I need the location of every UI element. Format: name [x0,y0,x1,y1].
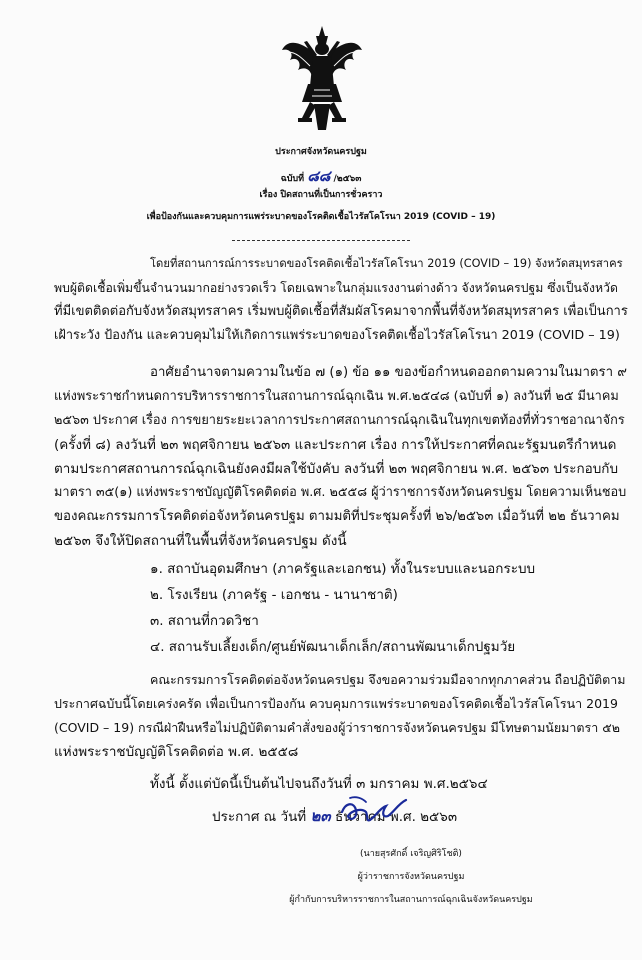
para2-line-2: แห่งพระราชกำหนดการบริหารราชการในสถานการณ์ฉุกเฉิน พ.ศ.๒๕๔๘ (ฉบับที่ ๑) ลงวันที่ ๒๕ มีนาคม [54,389,619,404]
date-prefix: ประกาศ ณ วันที่ [212,809,307,825]
para3-line-1: คณะกรรมการโรคติดต่อจังหวัดนครปฐม จึงขอความร่วมมือจากทุกภาคส่วน ถือปฏิบัติตาม [150,672,626,687]
para1-line-3: ที่มีเขตติดต่อกับจังหวัดสมุทรสาคร เริ่มพบผู้ติดเชื้อที่สัมผัสโรคมาจากพื้นที่จังหวัดสมุทรสาคร เพื่อเป็นการ [54,304,628,319]
list-item: ๓. สถานที่กวดวิชา [150,613,259,629]
list-item: ๔. สถานรับเลี้ยงเด็ก/ศูนย์พัฒนาเด็กเล็ก/สถานพัฒนาเด็กปฐมวัย [150,639,516,655]
para1-line-2: พบผู้ติดเชื้อเพิ่มขึ้นจำนวนมากอย่างรวดเร็ว โดยเฉพาะในกลุ่มแรงงานต่างด้าว จังหวัดนครปฐม ซึ่งเป็นจังหวัด [54,281,618,295]
para1-line-4: เฝ้าระวัง ป้องกัน และควบคุมไม่ให้เกิดการแพร่ระบาดของโรคติดเชื้อไวรัสโคโรนา 2019 (COVID – 19) [54,328,620,343]
list-item: ๑. สถาบันอุดมศึกษา (ภาครัฐและเอกชน) ทั้งในระบบและนอกระบบ [150,561,536,577]
signatory-subtitle: ผู้กำกับการบริหารราชการในสถานการณ์ฉุกเฉินจังหวัดนครปฐม [289,895,533,905]
para2-line-6: มาตรา ๓๕(๑) แห่งพระราชบัญญัติโรคติดต่อ พ.ศ. ๒๕๕๘ ผู้ว่าราชการจังหวัดนครปฐม โดยความเห็นชอบ [54,485,627,500]
signatory-title: ผู้ว่าราชการจังหวัดนครปฐม [357,872,465,882]
para2-line-8: ๒๕๖๓ จึงให้ปิดสถานที่ในพื้นที่จังหวัดนครปฐม ดังนี้ [54,533,347,549]
para2-line-5: ตามประกาศสถานการณ์ฉุกเฉินยังคงมีผลใช้บังคับ ลงวันที่ ๒๓ พฤศจิกายน พ.ศ. ๒๕๖๓ ประกอบกับ [54,461,619,477]
para2-line-7: ของคณะกรรมการโรคติดต่อจังหวัดนครปฐม ตามมติที่ประชุมครั้งที่ ๒๖/๒๕๖๓ เมื่อวันที่ ๒๒ ธันวาคม [54,509,620,524]
number-suffix: /๒๕๖๓ [333,174,362,184]
subject-title: เรื่อง ปิดสถานที่เป็นการชั่วคราว [259,190,383,200]
para1-line-1: โดยที่สถานการณ์การระบาดของโรคติดเชื้อไวรัสโคโรนา 2019 (COVID – 19) จังหวัดสมุทรสาคร [150,257,623,270]
header-divider [232,240,410,241]
effective-date: ทั้งนี้ ตั้งแต่บัดนี้เป็นต้นไปจนถึงวันที่ ๓ มกราคม พ.ศ.๒๕๖๔ [150,776,488,792]
para2-line-4: (ครั้งที่ ๘) ลงวันที่ ๒๓ พฤศจิกายน ๒๕๖๓ และประกาศ เรื่อง การให้ประกาศที่คณะรัฐมนตรีกำหนด [54,437,617,453]
signature-mark [336,790,418,830]
number-prefix: ฉบับที่ [280,174,305,184]
para2-line-1: อาศัยอำนาจตามความในข้อ ๗ (๑) ข้อ ๑๑ ของข้อกำหนดออกตามความในมาตรา ๙ [150,365,627,380]
list-item: ๒. โรงเรียน (ภาครัฐ - เอกชน - นานาชาติ) [150,587,398,603]
para3-line-4: แห่งพระราชบัญญัติโรคติดต่อ พ.ศ. ๒๕๕๘ [54,744,299,760]
announcement-number [0,164,642,188]
subject-line-2: เพื่อป้องกันและควบคุมการแพร่ระบาดของโรคติดเชื้อไวรัสโคโรนา 2019 (COVID – 19) [146,212,496,222]
garuda-emblem-icon [280,24,364,132]
signatory-name: (นายสุรศักดิ์ เจริญศิริโชติ) [360,849,462,859]
para3-line-2: ประกาศฉบับนี้โดยเคร่งครัด เพื่อเป็นการป้องกัน ควบคุมการแพร่ระบาดของโรคติดเชื้อไวรัสโคโรนา 2019 [54,696,618,711]
date-line [212,808,457,825]
para2-line-3: ๒๕๖๓ ประกาศ เรื่อง การขยายระยะเวลาการประกาศสถานการณ์ฉุกเฉินในทุกเขตท้องที่ทั่วราชอาณาจักร [54,413,625,428]
date-suffix: ธันวาคม พ.ศ. ๒๕๖๓ [334,809,458,825]
announcement-title: ประกาศจังหวัดนครปฐม [275,147,367,157]
number-handwritten: ๘๘ [307,167,331,185]
date-day-handwritten: ๒๓ [310,807,331,825]
para3-line-3: (COVID – 19) กรณีฝ่าฝืนหรือไม่ปฏิบัติตามคำสั่งของผู้ว่าราชการจังหวัดนครปฐม มีโทษตามนัยมาตรา ๕๒ [54,720,620,735]
